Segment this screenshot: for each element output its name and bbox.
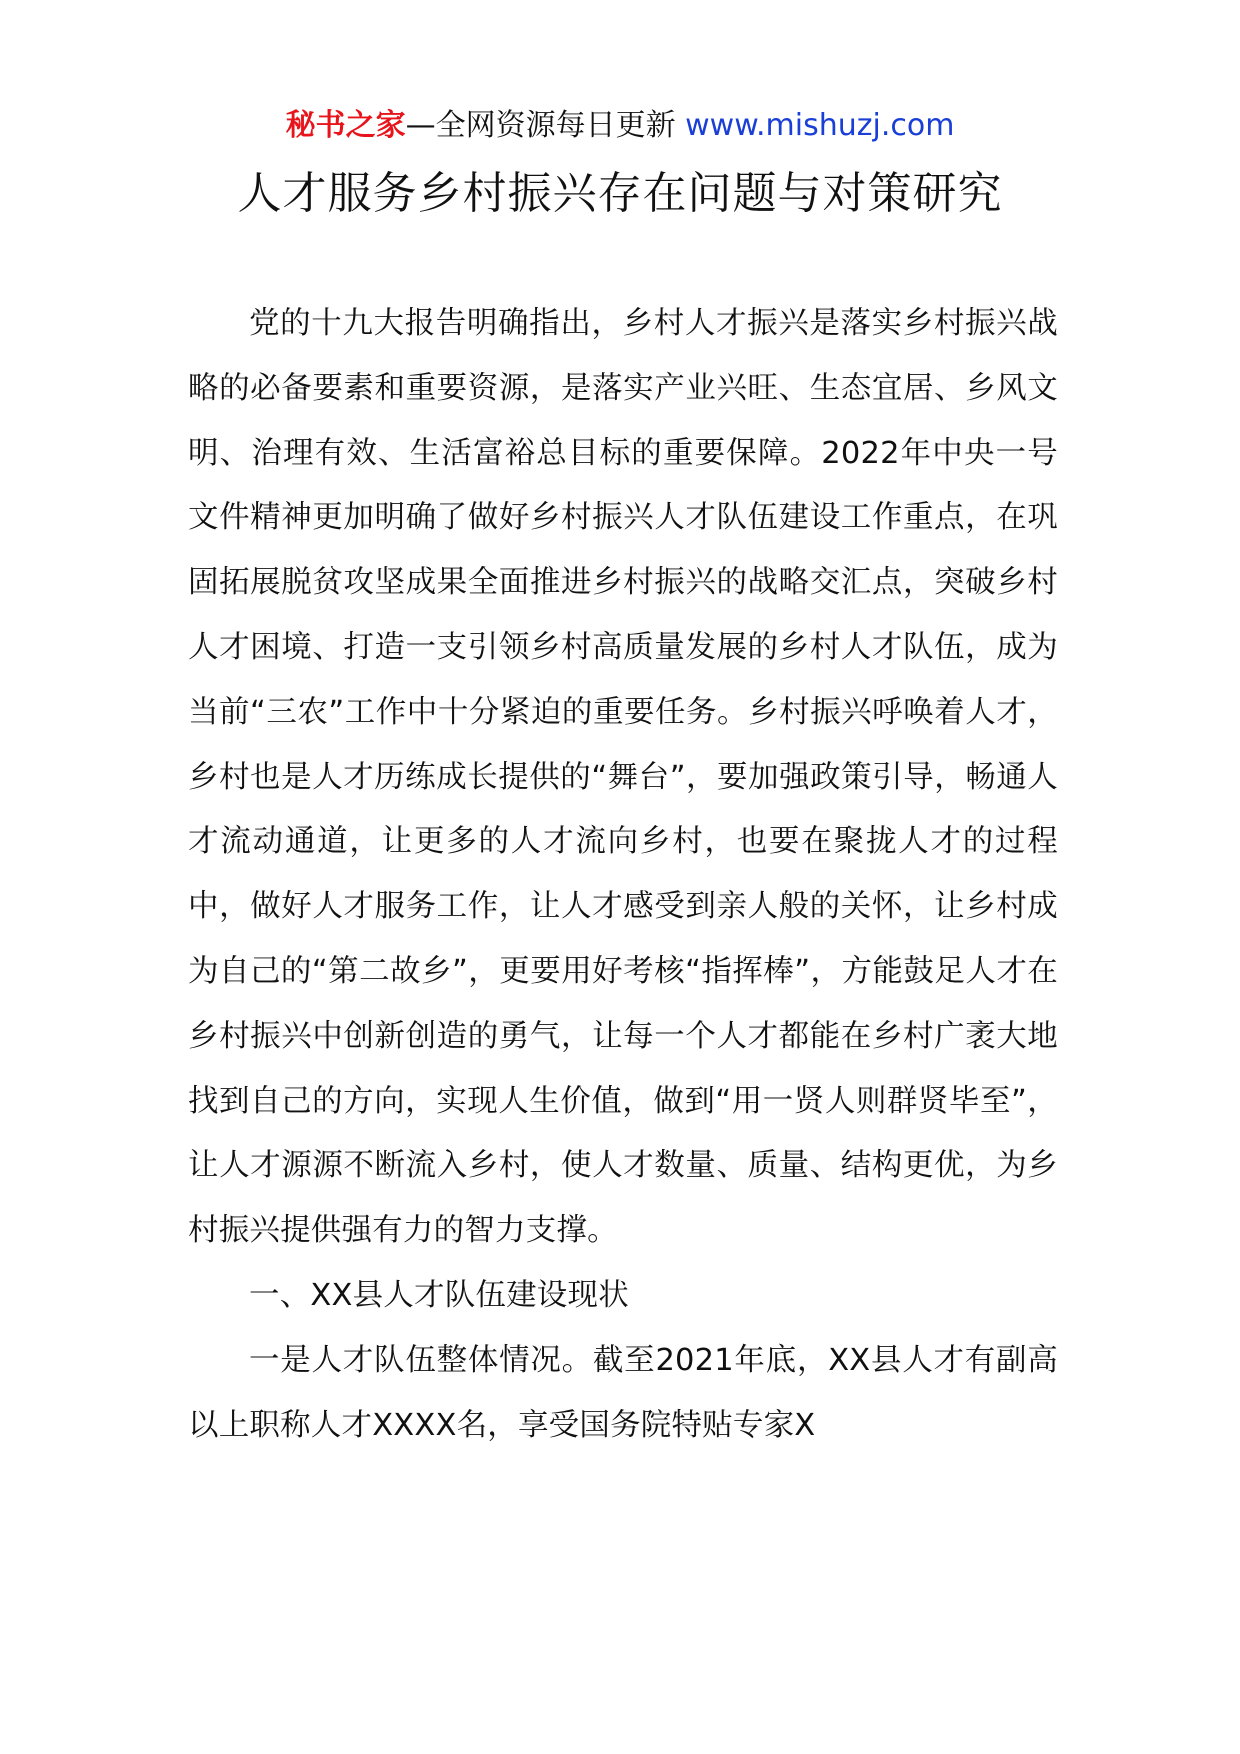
site-url-link[interactable]: www.mishuzj.com (685, 108, 955, 143)
section-paragraph: 一是人才队伍整体情况。截至2021年底，XX县人才有副高以上职称人才XXXX名，享受国务院特贴专家X (188, 1342, 1058, 1443)
document-body (188, 292, 1058, 1458)
section-heading: 一、XX县人才队伍建设现状 (249, 1277, 629, 1313)
intro-paragraph: 党的十九大报告明确指出，乡村人才振兴是落实乡村振兴战略的必备要素和重要资源，是落实产业兴旺、生态宜居、乡风文明、治理有效、生活富裕总目标的重要保障。2022年中央一号文件精神更加明确了做好乡村振兴人才队伍建设工作重点，在巩固拓展脱贫攻坚成果全面推进乡村振兴的战略交汇点，突破乡村人才困境、打造一支引领乡村高质量发展的乡村人才队伍，成为当前“三农”工作中十分紧迫的重要任务。乡村振兴呼唤着人才，乡村也是人才历练成长提供的“舞台”，要加强政策引导，畅通人才流动通道，让更多的人才流向乡村，也要在聚拢人才的过程中，做好人才服务工作，让人才感受到亲人般的关怀，让乡村成为自己的“第二故乡”，更要用好考核“指挥棒”，方能鼓足人才在乡村振兴中创新创造的勇气，让每一个人才都能在乡村广袤大地找到自己的方向，实现人生价值，做到“用一贤人则群贤毕至”，让人才源源不断流入乡村，使人才数量、质量、结构更优，为乡村振兴提供强有力的智力支撑。 (188, 306, 1058, 1249)
banner-slogan: —全网资源每日更新 (405, 108, 676, 143)
site-banner (0, 104, 1240, 148)
document-title: 人才服务乡村振兴存在问题与对策研究 (237, 168, 1003, 219)
brand-name: 秘书之家 (285, 108, 406, 143)
